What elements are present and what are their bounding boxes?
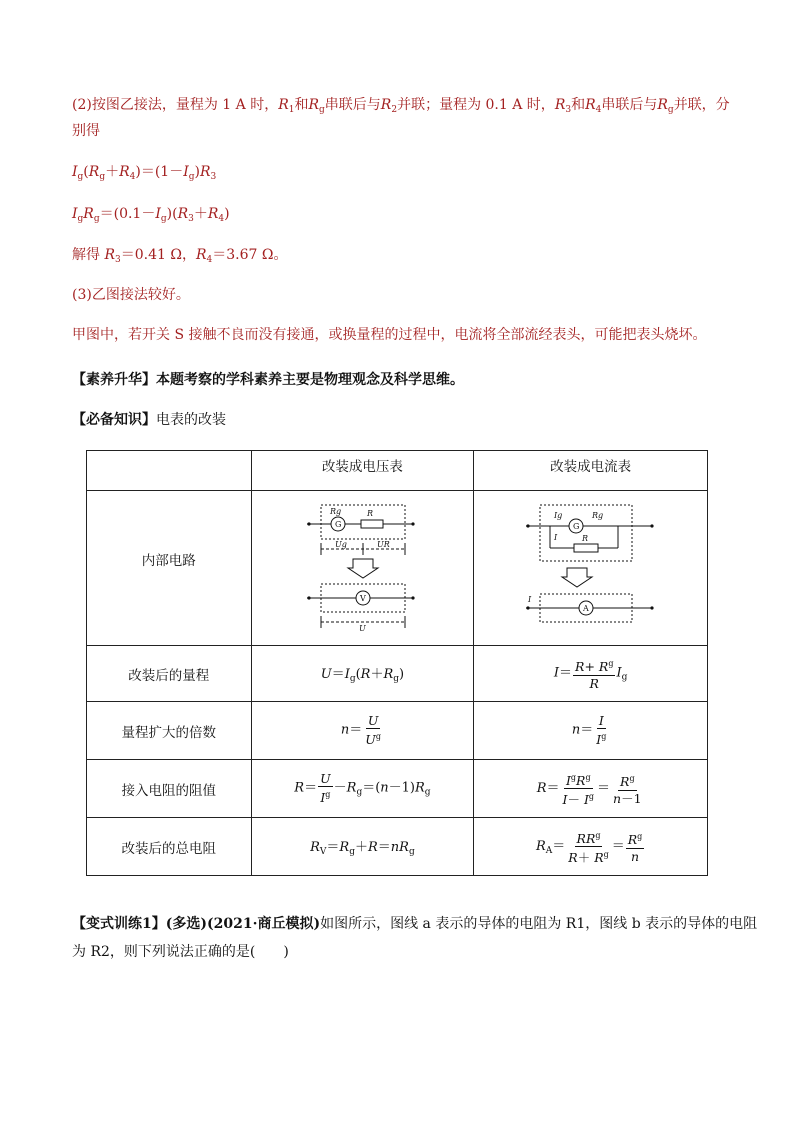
row-label-resistor: 接入电阻的阻值 — [87, 760, 252, 818]
answer-text: 和 — [294, 97, 309, 113]
row-label-factor: 量程扩大的倍数 — [87, 702, 252, 760]
label-rg-amm: Rg — [591, 511, 603, 520]
current-resistor-formula: R＝ $\frac{I^gR^g}{I- I^g}$ ＝ $\frac{R^g}{n-1}$ — [474, 760, 708, 818]
col-current-header: 改装成电流表 — [474, 451, 708, 491]
suyang-text: 本题考察的学科素养主要是物理观念及科学思维。 — [156, 372, 464, 388]
current-total-formula: $R_A=$ $\frac{RR^g}{R+ R^g}$ ＝ $\frac{R^g}{n}$ — [474, 818, 708, 876]
ammeter-circuit-diagram — [526, 502, 656, 634]
label-r: R — [367, 509, 374, 518]
voltage-factor-formula: n＝ $\frac{U}{U^g}$ — [251, 702, 474, 760]
label-u: U — [359, 624, 367, 633]
table-header-row — [87, 451, 708, 491]
solution-text: ＝0.41 Ω， — [120, 247, 196, 263]
row-label-range: 改装后的量程 — [87, 646, 252, 702]
label-r-amm: R — [581, 534, 588, 543]
voltage-range-formula: $U=I_g(R+R_g)$ — [251, 646, 474, 702]
answer-part2-line2: 别得 — [72, 123, 100, 139]
table-row-range — [87, 646, 708, 702]
voltage-resistor-formula: R＝ $\frac{U}{I^g}$ $-R_g=(n-1)R_g$ — [251, 760, 474, 818]
answer-text: 串联后与 — [324, 97, 381, 113]
answer-part3: (3)乙图接法较好。 — [72, 287, 190, 303]
answer-text: 和 — [571, 97, 586, 113]
answer-text: 串联后与 — [601, 97, 658, 113]
answer-text: 并联，分 — [673, 97, 730, 113]
meter-conversion-table — [86, 450, 708, 876]
row-label-total: 改装后的总电阻 — [87, 818, 252, 876]
solution-text: 解得 — [72, 247, 105, 263]
table-row-resistor — [87, 760, 708, 818]
exercise-text-1: 如图所示，图线 a 表示的导体的电阻为 R1，图线 b 表示的导体的电阻 — [320, 916, 758, 932]
label-g-meter: G — [572, 522, 580, 531]
label-ug: Ug — [335, 540, 348, 549]
exercise-line2: 为 R2，则下列说法正确的是( ) — [72, 944, 289, 960]
knowledge-tag: 【必备知识】 — [72, 412, 156, 428]
label-i-branch: I — [553, 533, 557, 542]
label-v: V — [360, 594, 367, 603]
voltmeter-circuit-cell — [251, 491, 474, 646]
table-row-total — [87, 818, 708, 876]
equation-2: $I_gR_g=(0.1-I_g)(R_3+R_4)$ — [72, 206, 230, 224]
knowledge-text: 电表的改装 — [156, 412, 226, 428]
label-g: G — [335, 520, 342, 529]
label-i: I — [527, 595, 531, 604]
table-row-circuit — [87, 491, 708, 646]
solution-line: 解得 $R_3=0.41$ Ω，$R_4=3.67$ Ω。 — [72, 247, 288, 265]
label-a: A — [582, 604, 589, 613]
solution-text: ＝3.67 Ω。 — [212, 247, 288, 263]
suyang-line — [72, 370, 464, 390]
label-ur: UR — [377, 540, 391, 549]
answer-part3-reason: 甲图中，若开关 S 接触不良而没有接通，或换量程的过程中，电流将全部流经表头，可能把表头烧坏。 — [72, 327, 707, 343]
exercise-line1 — [72, 912, 757, 936]
voltmeter-circuit-diagram — [307, 502, 417, 634]
suyang-tag: 【素养升华】 — [72, 372, 156, 388]
current-factor-formula: n＝ $\frac{I}{I^g}$ — [474, 702, 708, 760]
table-corner-cell — [87, 451, 252, 491]
equation-1: $I_g(R_g+R_4)=(1-I_g)R_3$ — [72, 164, 217, 182]
answer-text: 并联；量程为 0.1 A 时， — [397, 97, 555, 113]
ammeter-circuit-cell — [474, 491, 708, 646]
voltage-total-formula: $R_V=R_g+R=nR_g$ — [251, 818, 474, 876]
table-row-factor — [87, 702, 708, 760]
answer-text: (2)按图乙接法，量程为 1 A 时， — [72, 97, 279, 113]
current-range-formula: I＝ $\frac{R+ R^g}{R}$ $I_g$ — [474, 646, 708, 702]
row-label-circuit: 内部电路 — [87, 491, 252, 646]
exercise-tag: 【变式训练1】 — [72, 916, 166, 932]
knowledge-line — [72, 410, 226, 430]
answer-part2-line1: (2)按图乙接法，量程为 1 A 时，$R_1$和$R_g$串联后与$R_2$并联；量程为 0.1 A 时，$R_3$和$R_4$串联后与$R_g$并联，分 — [72, 97, 730, 115]
exercise-source: (多选)(2021·商丘模拟) — [165, 916, 321, 932]
col-voltage-header: 改装成电压表 — [251, 451, 474, 491]
label-rg: Rg — [330, 507, 342, 516]
label-ig: Ig — [553, 511, 562, 520]
